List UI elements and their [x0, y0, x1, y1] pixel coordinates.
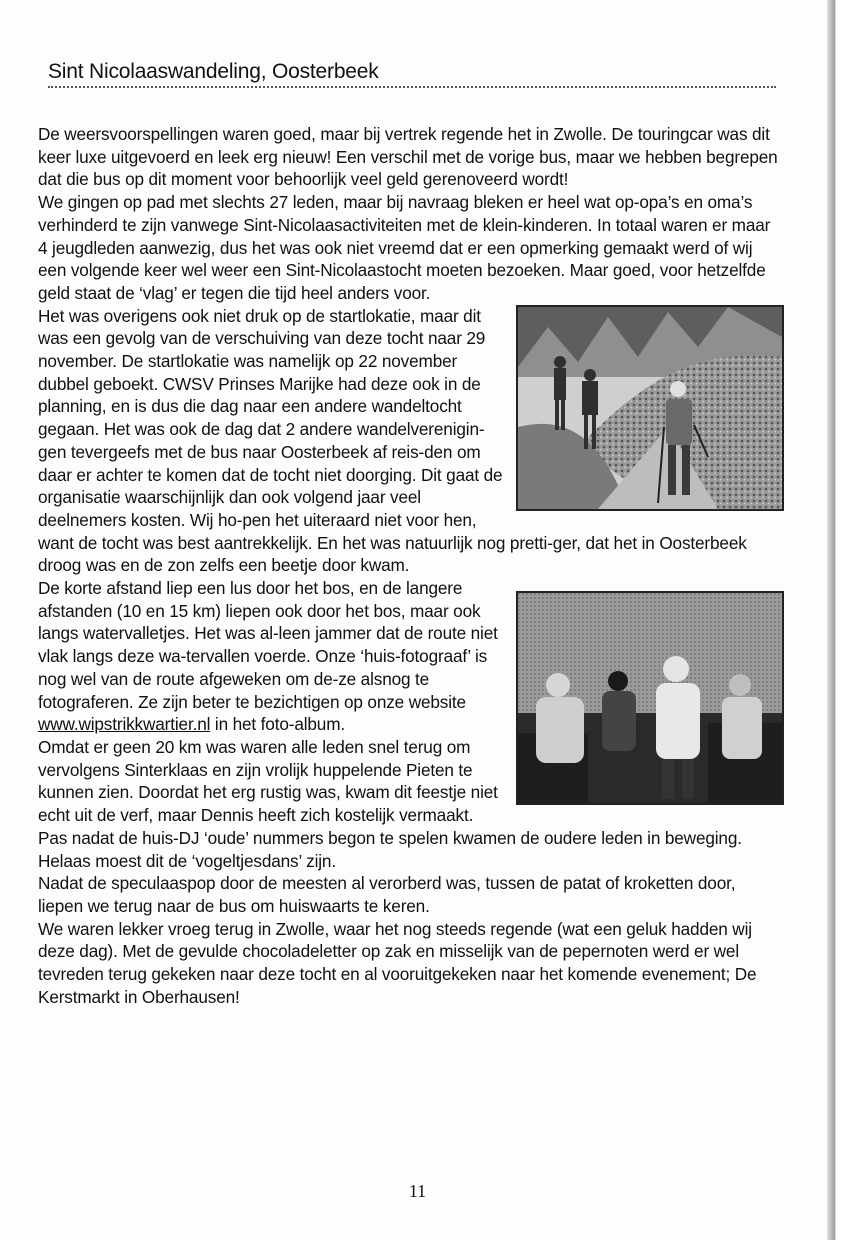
page-number: 11 [408, 1181, 427, 1201]
paragraph-4-text-end: in het foto-album. [210, 714, 346, 735]
page-spine-shadow [827, 0, 835, 1240]
paragraph-1: De weersvoorspellingen waren goed, maar bij vertrek regende het in Zwolle. De touringcar was dit keer luxe uitgevoerd en leek erg nieuw! Een verschil met de vorige bus, maar we hebben begrepen dat die bus op dit moment voor behoorlijk veel geld gerenoveerd wordt! [38, 124, 778, 190]
paragraph-7: We waren lekker vroeg terug in Zwolle, waar het nog steeds regende (wat een geluk hadden wij deze dag). Met de gevulde chocoladeletter op zak en misselijk van de pepernoten werd er wel tevreden terug gekeken naar deze tocht en al vooruitgekeken naar het komende evenement; De Kerstmarkt in Oberhausen! [38, 918, 757, 1007]
paragraph-5: Omdat er geen 20 km was waren alle leden snel terug om vervolgens Sinterklaas en zijn vrolijk huppelende Pieten te kunnen zien. Doordat het erg rustig was, kwam dit feestje niet echt uit de verf, maar Dennis heeft zich kostelijk vermaakt. Pas nadat de huis-DJ ‘oude’ nummers begon te spelen kwamen de oudere leden in beweging. Helaas moest dit de ‘vogeltjesdans’ zijn. [38, 736, 742, 871]
paragraph-4-text: De korte afstand liep een lus door het bos, en de langere afstanden (10 en 15 km) liepen ook door het bos, maar ook langs watervalletjes. Het was al-leen jammer dat de route niet vlak langs deze wa-tervallen voerde. Onze ‘huis-fotograaf’ is nog wel van de route afgeweken om de-ze alsnog te fotograferen. Ze zijn beter te bezichtigen op onze website [38, 578, 498, 712]
paragraph-3: Het was overigens ook niet druk op de startlokatie, maar dit was een gevolg van de verschuiving van deze tocht naar 29 november. De startlokatie was namelijk op 22 november dubbel geboekt. CWSV Prinses Marijke had deze ook in de planning, en is dus die dag naar een andere wandeltocht gegaan. Het was ook de dag dat 2 andere wandelverenigin-gen tevergeefs met de bus naar Oosterbeek af reis-den om daar er achter te komen dat de tocht niet doorging. Dit gaat de organisatie waarschijnlijk dan ook volgend jaar veel deelnemers kosten. Wij ho-pen het uiteraard niet voor hen, want de tocht was best aantrekkelijk. En het was natuurlijk nog pretti-ger, dat het in Oosterbeek droog was en de zon zelfs een beetje door kwam. [38, 305, 747, 576]
photo-sinterklaas-party [516, 591, 784, 805]
website-link[interactable]: www.wipstrikkwartier.nl [38, 714, 211, 735]
paragraph-2: We gingen op pad met slechts 27 leden, maar bij navraag bleken er heel wat op-opa’s en oma’s verhinderd te zijn vanwege Sint-Nicolaasactiviteiten met de klein-kinderen. In totaal waren er maar 4 jeugdleden aanwezig, dus het was ook niet vreemd dat er een opmerking gemaakt werd of wij een volgende keer wel weer een Sint-Nicolaastocht moeten bezoeken. Maar goed, voor hetzelfde geld staat de ‘vlag’ er tegen die tijd heel anders voor. [38, 192, 771, 303]
paragraph-6: Nadat de speculaaspop door de meesten al verorberd was, tussen de patat of kroketten door, liepen we terug naar de bus om huiswaarts te keren. [38, 873, 736, 916]
article-header [48, 60, 776, 88]
article-body [38, 123, 784, 1008]
photo-walkers-forest [516, 305, 784, 511]
article-title: Sint Nicolaaswandeling, Oosterbeek [48, 60, 379, 83]
